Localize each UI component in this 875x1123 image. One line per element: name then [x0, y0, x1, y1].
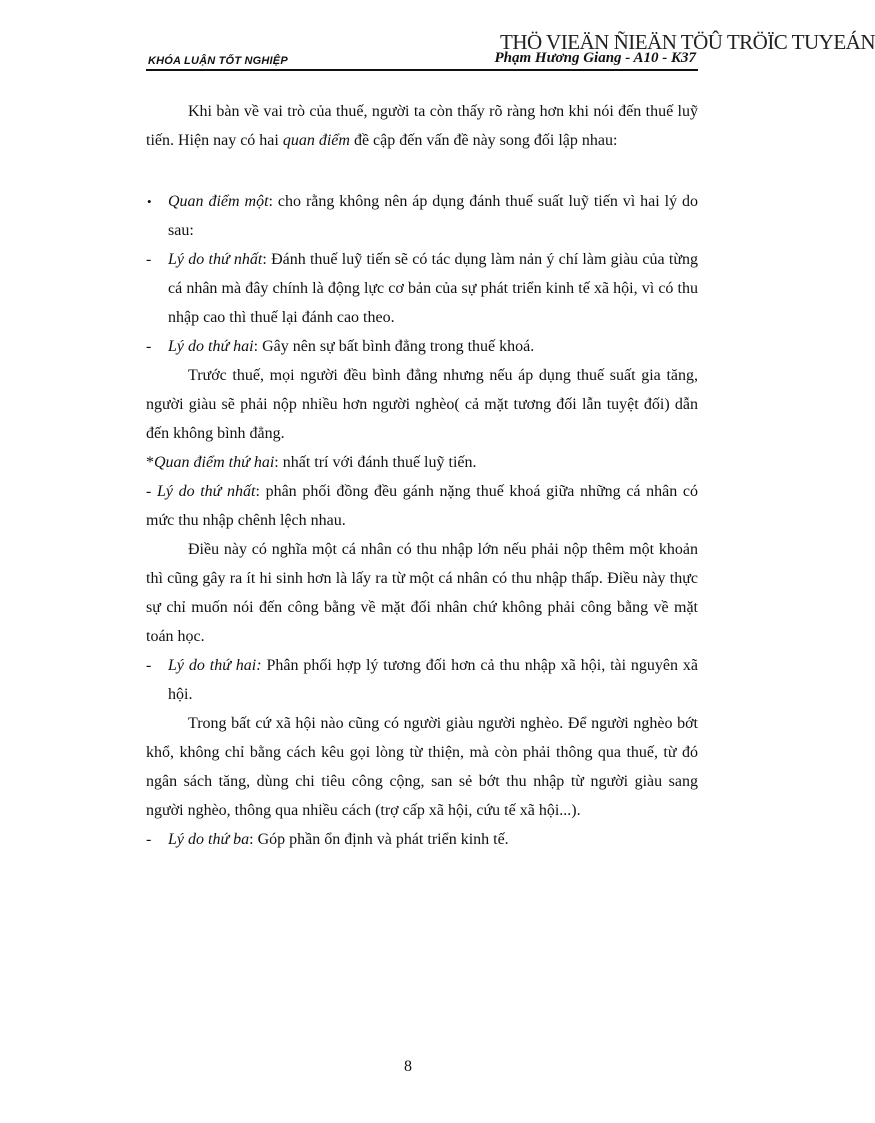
dash-marker: - [146, 483, 157, 500]
header-rule [146, 69, 698, 71]
intro-paragraph: Khi bàn về vai trò của thuế, người ta còn thấy rõ ràng hơn khi nói đến thuế luỹ tiến. Hiện nay có hai quan điểm đề cập đến vấn đề này song đối lập nhau: [146, 103, 698, 149]
star-marker: * [146, 454, 154, 471]
intro-emphasis: quan điểm [282, 132, 350, 149]
dash-marker: - [146, 338, 152, 355]
viewpoint-two: *Quan điểm thứ hai: nhất trí với đánh thuế luỹ tiến. [146, 454, 477, 471]
paragraph-redistribution: Trong bất cứ xã hội nào cũng có người giàu người nghèo. Để người nghèo bớt khổ, không chỉ bằng cách kêu gọi lòng từ thiện, mà còn phải thông qua thuế, từ đó ngân sách tăng, dùng chi tiêu công cộng, san sẻ bớt thu nhập từ người giàu sang người nghèo, thông qua nhiều cách (trợ cấp xã hội, cứu tế xã hội...). [146, 715, 698, 819]
watermark-text: THÖ VIEÄN ÑIEÄN TÖÛ TRÖÏC TUYEÁN [500, 30, 875, 54]
reason-one-first: - Lý do thứ nhất: Đánh thuế luỹ tiến sẽ có tác dụng làm nản ý chí làm giàu của từng cá nhân mà đây chính là động lực cơ bản của sự phát triển kinh tế xã hội, vì có thu nhập cao thì thuế lại đánh cao theo. [146, 245, 698, 332]
document-body [146, 97, 698, 854]
reason-two-third: - Lý do thứ ba: Góp phần ổn định và phát triển kinh tế. [146, 825, 698, 854]
dash-marker: - [146, 657, 152, 674]
reason-two-second: - Lý do thứ hai: Phân phối hợp lý tương đối hơn cả thu nhập xã hội, tài nguyên xã hội. [146, 651, 698, 709]
page-number: 8 [404, 1058, 412, 1075]
dash-marker: - [146, 251, 152, 268]
viewpoint-one: • Quan điểm một: cho rằng không nên áp dụng đánh thuế suất luỹ tiến vì hai lý do sau: [146, 187, 698, 245]
header-author: Phạm Hương Giang - A10 - K37 [494, 50, 696, 66]
paragraph-inequality: Trước thuế, mọi người đều bình đẳng nhưng nếu áp dụng thuế suất gia tăng, người giàu sẽ phải nộp nhiều hơn người nghèo( cả mặt tương đối lẫn tuyệt đối) dẫn đến không bình đẳng. [146, 367, 698, 442]
bullet-icon: • [147, 194, 152, 209]
paragraph-fairness: Điều này có nghĩa một cá nhân có thu nhập lớn nếu phải nộp thêm một khoản thì cũng gây ra ít hi sinh hơn là lấy ra từ một cá nhân có thu nhập thấp. Điều này thực sự chỉ muốn nói đến công bằng về mặt đối nhân chứ không phải công bằng về mặt toán học. [146, 541, 698, 645]
dash-marker: - [146, 831, 152, 848]
header-thesis-title: KHÓA LUẬN TỐT NGHIỆP [148, 55, 288, 67]
reason-two-first: - Lý do thứ nhất: phân phối đồng đều gánh nặng thuế khoá giữa những cá nhân có mức thu nhập chênh lệch nhau. [146, 483, 698, 529]
reason-one-second: - Lý do thứ hai: Gây nên sự bất bình đẳng trong thuế khoá. [146, 332, 698, 361]
